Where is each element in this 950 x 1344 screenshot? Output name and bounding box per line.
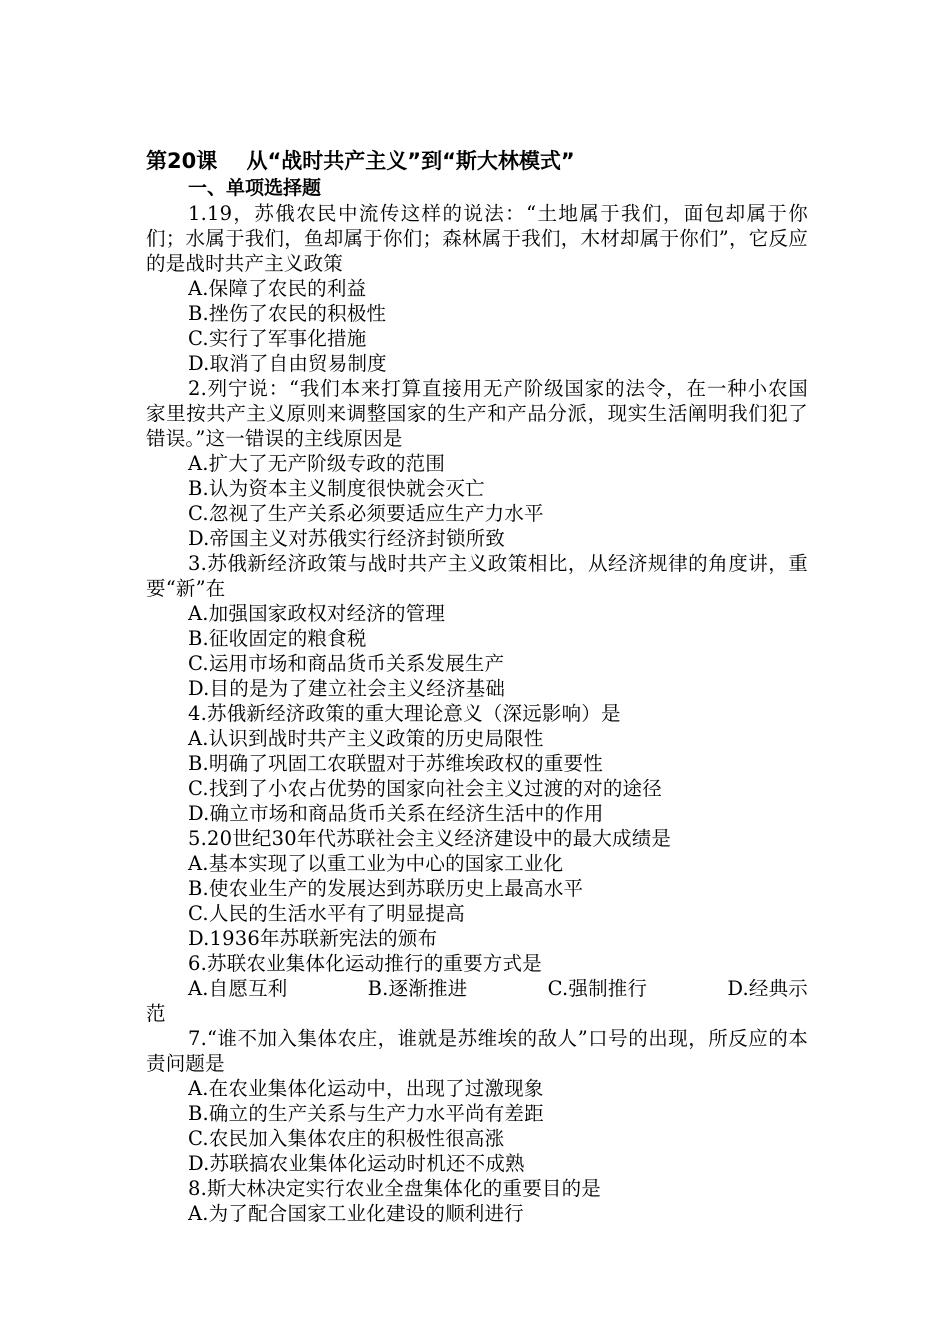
option: D.确立市场和商品货币关系在经济生活中的作用 — [188, 802, 604, 825]
option: D.1936年苏联新宪法的颁布 — [188, 927, 438, 950]
option: C.实行了军事化措施 — [188, 327, 367, 350]
question-2 — [146, 376, 808, 551]
question-stem: 6.苏联农业集体化运动推行的重要方式是 — [188, 952, 542, 975]
option: B.挫伤了农民的积极性 — [188, 302, 387, 325]
lesson-title: 第20课 从“战时共产主义”到“斯大林模式” — [146, 149, 575, 173]
option: B.确立的生产关系与生产力水平尚有差距 — [188, 1102, 544, 1125]
option: C.人民的生活水平有了明显提高 — [188, 902, 465, 925]
option: B.明确了巩固工农联盟对于苏维埃政权的重要性 — [188, 752, 603, 775]
option: A.扩大了无产阶级专政的范围 — [188, 452, 446, 475]
option: B.征收固定的粮食税 — [188, 627, 367, 650]
option: A.自愿互利 — [188, 977, 288, 1000]
option: D.经典示 — [727, 977, 808, 1000]
document-page — [146, 146, 808, 1226]
question-stem: 1.19，苏俄农民中流传这样的说法：“土地属于我们，面包却属于你们；水属于我们，鱼却属于你们；森林属于我们，木材却属于你们”，它反应的是战时共产主义政策 — [146, 202, 808, 275]
option: A.加强国家政权对经济的管理 — [188, 602, 446, 625]
question-stem: 4.苏俄新经济政策的重大理论意义（深远影响）是 — [188, 702, 621, 725]
option: C.运用市场和商品货币关系发展生产 — [188, 652, 505, 675]
question-stem: 7.“谁不加入集体农庄，谁就是苏维埃的敌人”口号的出现，所反应的本责问题是 — [146, 1027, 808, 1075]
option: B.逐渐推进 — [367, 977, 468, 1000]
option: A.保障了农民的利益 — [188, 277, 367, 300]
question-stem: 2.列宁说：“我们本来打算直接用无产阶级国家的法令，在一种小农国家里按共产主义原则来调整国家的生产和产品分派，现实生活阐明我们犯了错误。”这一错误的主线原因是 — [146, 377, 808, 450]
question-4 — [146, 701, 808, 826]
option: B.认为资本主义制度很快就会灭亡 — [188, 477, 485, 500]
option: A.认识到战时共产主义政策的历史局限性 — [188, 727, 544, 750]
option: A.基本实现了以重工业为中心的国家工业化 — [188, 852, 564, 875]
option: C.强制推行 — [547, 977, 648, 1000]
inline-options — [146, 976, 808, 1001]
option-wrap-tail: 范 — [146, 1002, 166, 1025]
section-heading: 一、单项选择题 — [188, 177, 322, 199]
option: A.在农业集体化运动中，出现了过激现象 — [188, 1077, 544, 1100]
option: C.找到了小农占优势的国家向社会主义过渡的对的途径 — [188, 777, 662, 800]
option: B.使农业生产的发展达到苏联历史上最高水平 — [188, 877, 584, 900]
option: D.取消了自由贸易制度 — [188, 352, 387, 375]
question-5 — [146, 826, 808, 951]
question-3 — [146, 551, 808, 701]
option: D.目的是为了建立社会主义经济基础 — [188, 677, 506, 700]
question-1 — [146, 201, 808, 376]
option: D.苏联搞农业集体化运动时机还不成熟 — [188, 1152, 525, 1175]
question-stem: 8.斯大林决定实行农业全盘集体化的重要目的是 — [188, 1177, 602, 1200]
question-8 — [146, 1176, 808, 1226]
question-stem: 5.20世纪30年代苏联社会主义经济建设中的最大成绩是 — [188, 827, 672, 850]
question-stem: 3.苏俄新经济政策与战时共产主义政策相比，从经济规律的角度讲，重要“新”在 — [146, 552, 808, 600]
option: A.为了配合国家工业化建设的顺利进行 — [188, 1202, 524, 1225]
question-7 — [146, 1026, 808, 1176]
question-6 — [146, 951, 808, 1026]
option: C.忽视了生产关系必须要适应生产力水平 — [188, 502, 544, 525]
option: C.农民加入集体农庄的积极性很高涨 — [188, 1127, 505, 1150]
option: D.帝国主义对苏俄实行经济封锁所致 — [188, 527, 506, 550]
